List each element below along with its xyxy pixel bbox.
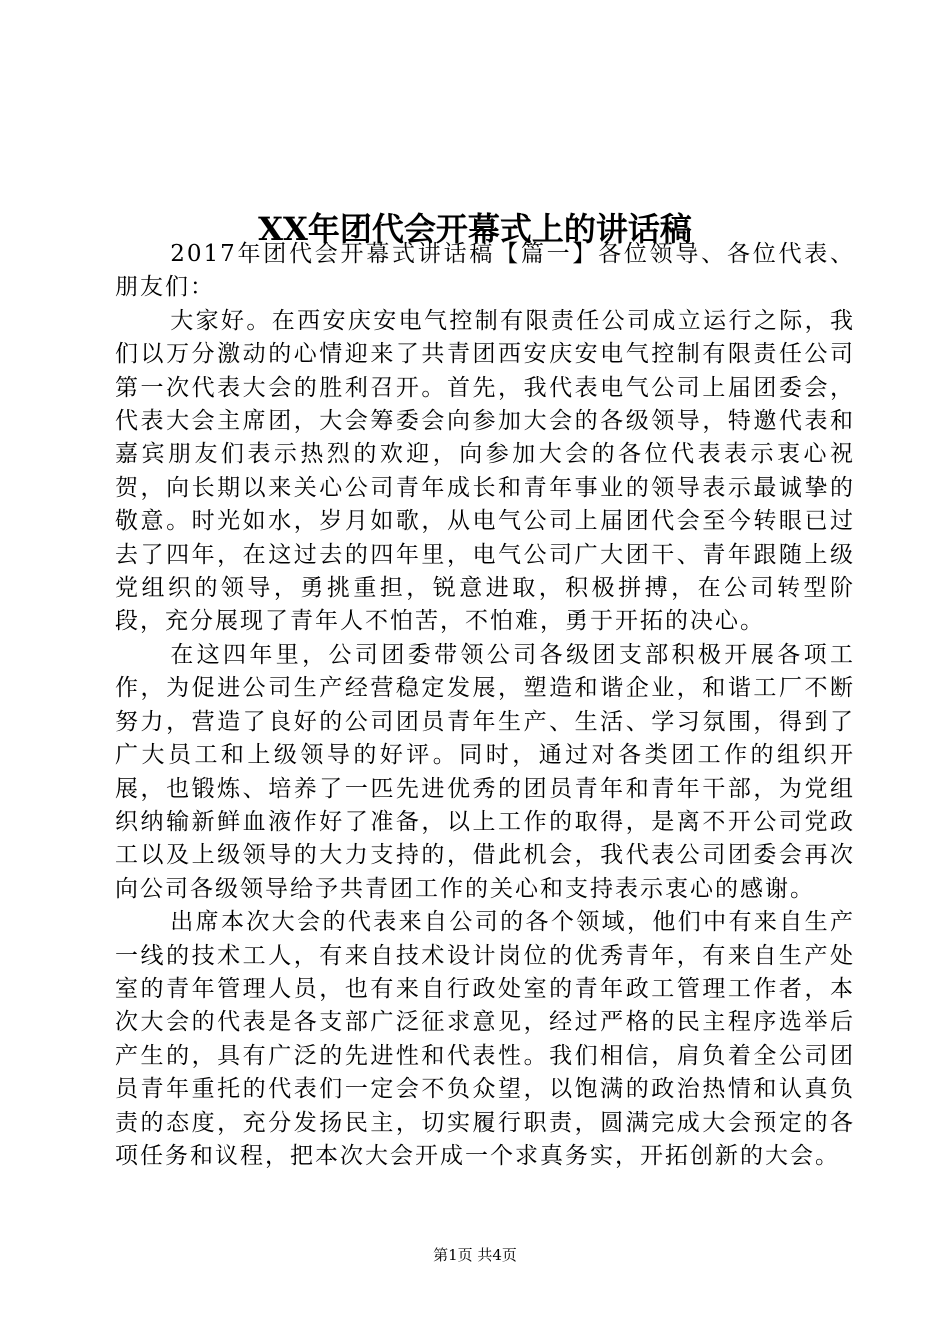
paragraph-greeting: 大家好。在西安庆安电气控制有限责任公司成立运行之际，我们以万分激动的心情迎来了共青团西安庆安电气控制有限责任公司第一次代表大会的胜利召开。首先，我代表电气公司上届团委会，代表大会主席团，大会筹委会向参加大会的各级领导，特邀代表和嘉宾朋友们表示热烈的欢迎，向参加大会的各位代表表示衷心祝贺，向长期以来关心公司青年成长和青年事业的领导表示最诚挚的敬意。时光如水，岁月如歌，从电气公司上届团代会至今转眼已过去了四年，在这过去的四年里，电气公司广大团干、青年跟随上级党组织的领导，勇挑重担，锐意进取，积极拼搏，在公司转型阶段，充分展现了青年人不怕苦，不怕难，勇于开拓的决心。 xyxy=(115,307,855,635)
paragraph-delegates: 出席本次大会的代表来自公司的各个领域，他们中有来自生产一线的技术工人，有来自技术设计岗位的优秀青年，有来自生产处室的青年管理人员，也有来自行政处室的青年政工管理工作者，本次大会的代表是各支部广泛征求意见，经过严格的民主程序选举后产生的，具有广泛的先进性和代表性。我们相信，肩负着全公司团员青年重托的代表们一定会不负众望，以饱满的政治热情和认真负责的态度，充分发扬民主，切实履行职责，圆满完成大会预定的各项任务和议程，把本次大会开成一个求真务实，开拓创新的大会。 xyxy=(115,909,855,1169)
paragraph-work-review: 在这四年里，公司团委带领公司各级团支部积极开展各项工作，为促进公司生产经营稳定发展，塑造和谐企业，和谐工厂不断努力，营造了良好的公司团员青年生产、生活、学习氛围，得到了广大员工和上级领导的好评。同时，通过对各类团工作的组织开展，也锻炼、培养了一匹先进优秀的团员青年和青年干部，为党组织纳输新鲜血液作好了准备，以上工作的取得，是离不开公司党政工以及上级领导的大力支持的，借此机会，我代表公司团委会再次向公司各级领导给予共青团工作的关心和支持表示衷心的感谢。 xyxy=(115,641,855,902)
page-number-footer: 第1页 共4页 xyxy=(433,1246,517,1264)
document-title: XX年团代会开幕式上的讲话稿 xyxy=(258,210,692,249)
paragraph-opening: 2017年团代会开幕式讲话稿【篇一】各位领导、各位代表、朋友们： xyxy=(115,241,855,301)
document-body xyxy=(115,238,855,1173)
